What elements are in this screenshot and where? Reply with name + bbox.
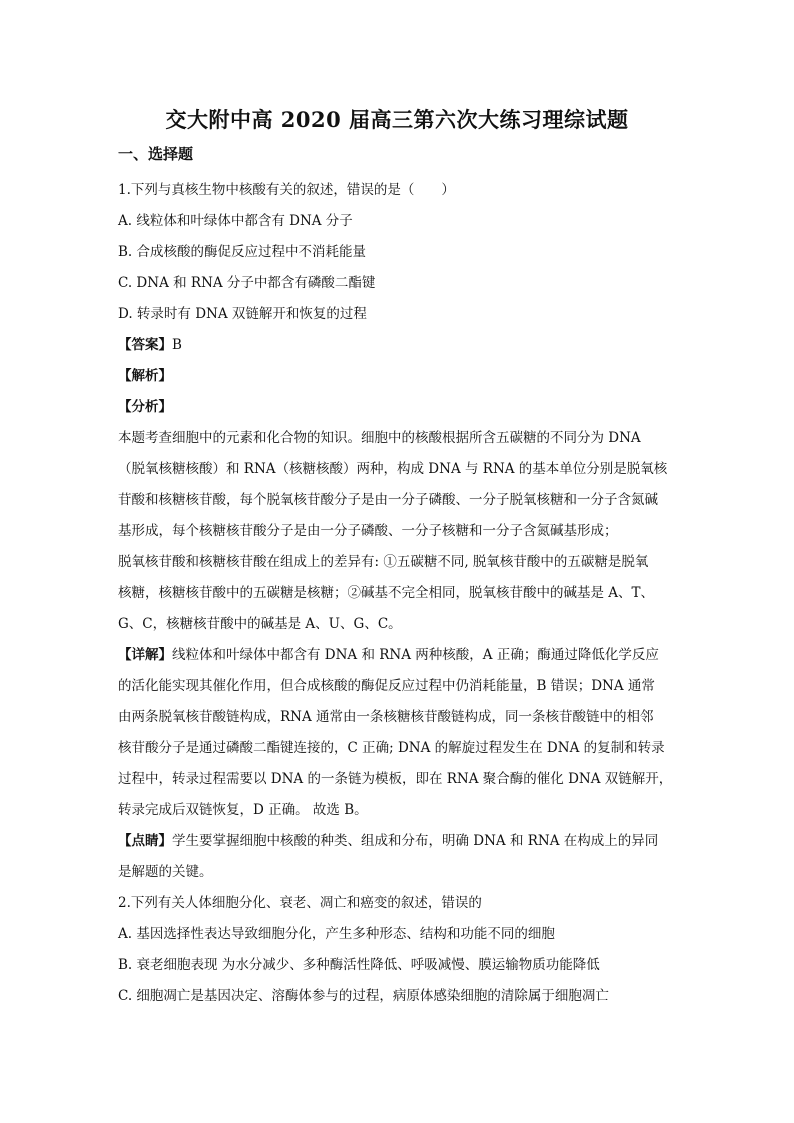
key-point-tag: 【点睛】 xyxy=(118,833,172,849)
key-point-text: 学生要掌握细胞中核酸的种类、组成和分布，明确 DNA 和 RNA 在构成上的异同 xyxy=(172,833,659,849)
detail-line xyxy=(118,643,659,663)
detail-line: 过程中，转录过程需要以 DNA 的一条链为模板，即在 RNA 聚合酶的催化 DNA 双链解开， xyxy=(118,771,673,787)
question-1-option-b: B. 合成核酸的酶促反应过程中不消耗能量 xyxy=(118,244,367,260)
section-heading: 一、选择题 xyxy=(118,145,194,163)
analysis-line: G、C，核糖核苷酸中的碱基是 A、U、G、C。 xyxy=(118,616,402,632)
detail-line: 的活化能实现其催化作用，但合成核酸的酶促反应过程中仍消耗能量，B 错误；DNA 通常 xyxy=(118,678,655,694)
question-1-option-d: D. 转录时有 DNA 双链解开和恢复的过程 xyxy=(118,306,367,322)
analysis-line: 苷酸和核糖核苷酸，每个脱氧核苷酸分子是由一分子磷酸、一分子脱氧核糖和一分子含氮碱 xyxy=(118,492,658,508)
jiexi-tag: 【解析】 xyxy=(118,368,172,384)
analysis-line: 脱氧核苷酸和核糖核苷酸在组成上的差异有: ①五碳糖不同, 脱氧核苷酸中的五碳糖是脱氧 xyxy=(118,554,649,570)
detail-text: 线粒体和叶绿体中都含有 DNA 和 RNA 两种核酸，A 正确；酶通过降低化学反应 xyxy=(172,647,659,663)
detail-tag: 【详解】 xyxy=(118,647,172,663)
page-title: 交大附中高 2020 届高三第六次大练习理综试题 xyxy=(165,107,629,132)
detail-line: 转录完成后双链恢复，D 正确。 故选 B。 xyxy=(118,802,368,818)
answer-line xyxy=(118,333,182,353)
question-1-option-a: A. 线粒体和叶绿体中都含有 DNA 分子 xyxy=(118,213,353,229)
fenxi-tag: 【分析】 xyxy=(118,399,172,415)
analysis-line: 本题考查细胞中的元素和化合物的知识。细胞中的核酸根据所含五碳糖的不同分为 DNA xyxy=(118,430,641,446)
key-point-line xyxy=(118,829,658,849)
analysis-line: （脱氧核糖核酸）和 RNA（核糖核酸）两种，构成 DNA 与 RNA 的基本单位分别是脱氧核 xyxy=(118,461,668,477)
question-2-option-c: C. 细胞凋亡是基因决定、溶酶体参与的过程，病原体感染细胞的清除属于细胞凋亡 xyxy=(118,988,609,1004)
answer-tag: 【答案】 xyxy=(118,337,172,353)
key-point-line: 是解题的关键。 xyxy=(118,864,213,880)
question-2-option-a: A. 基因选择性表达导致细胞分化，产生多种形态、结构和功能不同的细胞 xyxy=(118,926,555,942)
analysis-line: 核糖，核糖核苷酸中的五碳糖是核糖；②碱基不完全相同，脱氧核苷酸中的碱基是 A、T、 xyxy=(118,585,655,601)
detail-line: 核苷酸分子是通过磷酸二酯键连接的，C 正确; DNA 的解旋过程发生在 DNA 的复制和转录 xyxy=(118,740,665,756)
question-2-stem: 2.下列有关人体细胞分化、衰老、凋亡和癌变的叙述，错误的 xyxy=(118,895,482,911)
detail-line: 由两条脱氧核苷酸链构成，RNA 通常由一条核糖核苷酸链构成，同一条核苷酸链中的相邻 xyxy=(118,709,654,725)
analysis-line: 基形成，每个核糖核苷酸分子是由一分子磷酸、一分子核糖和一分子含氮碱基形成； xyxy=(118,523,618,539)
question-2-option-b: B. 衰老细胞表现 为水分减少、多种酶活性降低、呼吸减慢、膜运输物质功能降低 xyxy=(118,957,600,973)
question-1-stem: 1.下列与真核生物中核酸有关的叙述，错误的是（ ） xyxy=(118,182,455,198)
question-1-option-c: C. DNA 和 RNA 分子中都含有磷酸二酯键 xyxy=(118,275,376,291)
answer-value: B xyxy=(172,337,182,353)
